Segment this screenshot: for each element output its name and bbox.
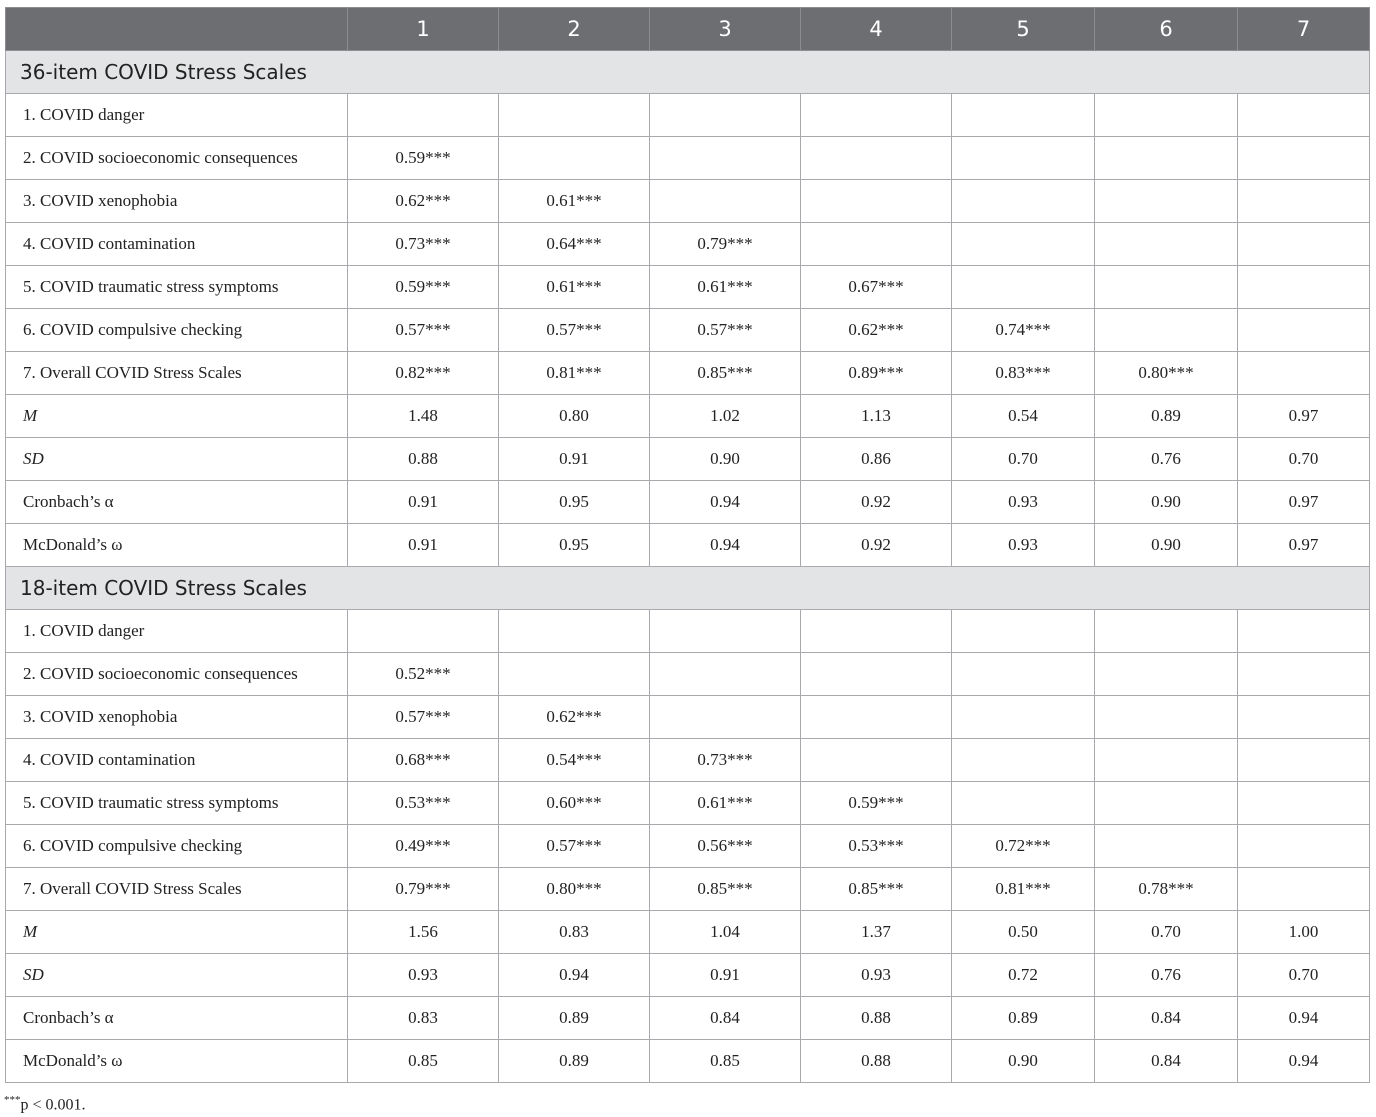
- table-row: [6, 137, 1370, 180]
- table-cell: 0.54: [952, 395, 1095, 438]
- table-cell: [1238, 782, 1370, 825]
- table-cell: 0.78***: [1095, 868, 1238, 911]
- row-label: 3. COVID xenophobia: [6, 180, 348, 223]
- table-cell: 0.89***: [801, 352, 952, 395]
- table-cell: 0.64***: [499, 223, 650, 266]
- table-cell: 0.81***: [952, 868, 1095, 911]
- table-cell: 0.62***: [499, 696, 650, 739]
- table-cell: 1.04: [650, 911, 801, 954]
- table-cell: [1238, 610, 1370, 653]
- table-cell: [650, 180, 801, 223]
- table-cell: [348, 610, 499, 653]
- table-cell: 1.37: [801, 911, 952, 954]
- table-cell: 0.89: [499, 1040, 650, 1083]
- table-cell: 0.80***: [499, 868, 650, 911]
- table-cell: [801, 610, 952, 653]
- table-row: [6, 911, 1370, 954]
- table-cell: [952, 653, 1095, 696]
- table-cell: [952, 610, 1095, 653]
- table-cell: [801, 223, 952, 266]
- table-cell: 0.57***: [499, 825, 650, 868]
- table-cell: 0.82***: [348, 352, 499, 395]
- table-cell: 0.94: [1238, 997, 1370, 1040]
- column-header-2: 2: [499, 8, 650, 51]
- table-cell: 0.80***: [1095, 352, 1238, 395]
- table-cell: [801, 739, 952, 782]
- table-cell: 0.54***: [499, 739, 650, 782]
- table-cell: [1095, 782, 1238, 825]
- table-cell: 0.57***: [650, 309, 801, 352]
- column-header-1: 1: [348, 8, 499, 51]
- table-cell: 0.53***: [801, 825, 952, 868]
- table-cell: [1095, 696, 1238, 739]
- table-cell: 0.90: [1095, 481, 1238, 524]
- table-cell: 0.94: [1238, 1040, 1370, 1083]
- table-row: [6, 1040, 1370, 1083]
- table-cell: [952, 223, 1095, 266]
- table-cell: [952, 696, 1095, 739]
- row-label: 1. COVID danger: [6, 94, 348, 137]
- row-label: 4. COVID contamination: [6, 739, 348, 782]
- row-label: 6. COVID compulsive checking: [6, 309, 348, 352]
- table-cell: 0.88: [801, 997, 952, 1040]
- table-row: [6, 309, 1370, 352]
- table-cell: [499, 610, 650, 653]
- table-row: [6, 266, 1370, 309]
- table-cell: 0.94: [499, 954, 650, 997]
- column-header-4: 4: [801, 8, 952, 51]
- table-row: [6, 997, 1370, 1040]
- row-label: 2. COVID socioeconomic consequences: [6, 653, 348, 696]
- table-cell: 0.60***: [499, 782, 650, 825]
- footnote-text: p < 0.001.: [20, 1096, 86, 1114]
- table-cell: 0.57***: [348, 309, 499, 352]
- table-cell: 0.80: [499, 395, 650, 438]
- table-cell: 0.91: [348, 481, 499, 524]
- table-cell: [650, 137, 801, 180]
- table-cell: [1238, 825, 1370, 868]
- table-cell: 0.68***: [348, 739, 499, 782]
- row-label: McDonald’s ω: [6, 1040, 348, 1083]
- table-cell: 0.84: [1095, 997, 1238, 1040]
- table-cell: [1095, 137, 1238, 180]
- table-cell: 0.97: [1238, 395, 1370, 438]
- table-cell: 1.13: [801, 395, 952, 438]
- table-row: [6, 696, 1370, 739]
- table-cell: [1238, 94, 1370, 137]
- table-cell: [1095, 610, 1238, 653]
- table-cell: [650, 653, 801, 696]
- table-cell: 0.72***: [952, 825, 1095, 868]
- table-cell: 0.85***: [801, 868, 952, 911]
- table-cell: 0.91: [499, 438, 650, 481]
- table-row: [6, 610, 1370, 653]
- table-cell: [1238, 653, 1370, 696]
- row-label: SD: [6, 954, 348, 997]
- table-cell: [650, 94, 801, 137]
- row-label: SD: [6, 438, 348, 481]
- table-header-row: [6, 8, 1370, 51]
- row-label: 2. COVID socioeconomic consequences: [6, 137, 348, 180]
- row-label: Cronbach’s α: [6, 481, 348, 524]
- table-cell: [1095, 825, 1238, 868]
- table-cell: [1238, 352, 1370, 395]
- table-cell: [1095, 739, 1238, 782]
- table-cell: 0.90: [650, 438, 801, 481]
- table-cell: 0.73***: [650, 739, 801, 782]
- table-cell: 0.70: [1238, 438, 1370, 481]
- table-cell: 0.61***: [650, 782, 801, 825]
- table-cell: 0.97: [1238, 481, 1370, 524]
- table-row: [6, 653, 1370, 696]
- table-cell: 0.50: [952, 911, 1095, 954]
- table-cell: 0.84: [1095, 1040, 1238, 1083]
- table-cell: 0.70: [1238, 954, 1370, 997]
- table-cell: [499, 137, 650, 180]
- row-label: McDonald’s ω: [6, 524, 348, 567]
- column-header-5: 5: [952, 8, 1095, 51]
- table-cell: [952, 94, 1095, 137]
- table-cell: 0.93: [952, 481, 1095, 524]
- table-row: [6, 739, 1370, 782]
- table-cell: [1238, 739, 1370, 782]
- table-cell: 0.93: [801, 954, 952, 997]
- row-label: 3. COVID xenophobia: [6, 696, 348, 739]
- table-cell: 1.02: [650, 395, 801, 438]
- table-cell: [1238, 868, 1370, 911]
- table-cell: 0.97: [1238, 524, 1370, 567]
- table-cell: 0.89: [1095, 395, 1238, 438]
- table-cell: 0.61***: [650, 266, 801, 309]
- table-row: [6, 94, 1370, 137]
- table-row: [6, 825, 1370, 868]
- table-row: [6, 954, 1370, 997]
- table-cell: 0.94: [650, 481, 801, 524]
- table-cell: 0.59***: [801, 782, 952, 825]
- table-cell: 0.95: [499, 481, 650, 524]
- table-cell: [801, 696, 952, 739]
- table-cell: 0.67***: [801, 266, 952, 309]
- table-cell: 0.92: [801, 524, 952, 567]
- table-cell: [1095, 223, 1238, 266]
- table-cell: [499, 653, 650, 696]
- table-cell: 0.85: [650, 1040, 801, 1083]
- table-cell: [1238, 266, 1370, 309]
- table-row: [6, 352, 1370, 395]
- table-cell: 1.00: [1238, 911, 1370, 954]
- table-row: [6, 180, 1370, 223]
- table-cell: 0.86: [801, 438, 952, 481]
- table-cell: [952, 266, 1095, 309]
- table-cell: [1238, 180, 1370, 223]
- table-cell: [952, 137, 1095, 180]
- table-cell: [801, 180, 952, 223]
- table-cell: 0.91: [650, 954, 801, 997]
- table-cell: 0.59***: [348, 137, 499, 180]
- footnote: [4, 1094, 86, 1114]
- row-label: 1. COVID danger: [6, 610, 348, 653]
- table-cell: [801, 137, 952, 180]
- table-cell: 0.57***: [348, 696, 499, 739]
- table-cell: 0.61***: [499, 266, 650, 309]
- row-label: Cronbach’s α: [6, 997, 348, 1040]
- table-cell: 0.70: [1095, 911, 1238, 954]
- table-cell: 0.84: [650, 997, 801, 1040]
- table-cell: 0.88: [801, 1040, 952, 1083]
- section-header-row: [6, 567, 1370, 610]
- table-cell: 0.49***: [348, 825, 499, 868]
- table-cell: 0.81***: [499, 352, 650, 395]
- table-cell: [650, 696, 801, 739]
- column-header-6: 6: [1095, 8, 1238, 51]
- table-cell: 0.70: [952, 438, 1095, 481]
- table-cell: 0.59***: [348, 266, 499, 309]
- table-cell: [801, 94, 952, 137]
- table-cell: [348, 94, 499, 137]
- table-cell: 0.85: [348, 1040, 499, 1083]
- table-cell: 0.73***: [348, 223, 499, 266]
- table-cell: 0.91: [348, 524, 499, 567]
- row-label: 7. Overall COVID Stress Scales: [6, 352, 348, 395]
- table-row: [6, 223, 1370, 266]
- table-cell: 0.79***: [650, 223, 801, 266]
- table-row: [6, 481, 1370, 524]
- table-cell: [952, 180, 1095, 223]
- table-cell: 0.90: [952, 1040, 1095, 1083]
- row-label: 4. COVID contamination: [6, 223, 348, 266]
- table-row: [6, 782, 1370, 825]
- table-cell: 0.85***: [650, 352, 801, 395]
- table-row: [6, 395, 1370, 438]
- table-cell: 0.76: [1095, 438, 1238, 481]
- table-cell: [801, 653, 952, 696]
- table-cell: 0.74***: [952, 309, 1095, 352]
- table-cell: [952, 739, 1095, 782]
- table-cell: 0.53***: [348, 782, 499, 825]
- row-label: 5. COVID traumatic stress symptoms: [6, 782, 348, 825]
- table-cell: 0.95: [499, 524, 650, 567]
- table-cell: 0.92: [801, 481, 952, 524]
- table-row: [6, 868, 1370, 911]
- correlation-table: [5, 7, 1370, 1083]
- table-cell: 0.56***: [650, 825, 801, 868]
- header-cell-blank: [6, 8, 348, 51]
- table-cell: 0.79***: [348, 868, 499, 911]
- section-header-row: [6, 51, 1370, 94]
- table-cell: 0.89: [952, 997, 1095, 1040]
- row-label: 7. Overall COVID Stress Scales: [6, 868, 348, 911]
- table-cell: 1.56: [348, 911, 499, 954]
- table-cell: 0.57***: [499, 309, 650, 352]
- table-cell: 0.83: [499, 911, 650, 954]
- table-cell: 0.76: [1095, 954, 1238, 997]
- table-cell: 0.72: [952, 954, 1095, 997]
- row-label: M: [6, 911, 348, 954]
- table-cell: [650, 610, 801, 653]
- table-cell: [1095, 309, 1238, 352]
- table-row: [6, 438, 1370, 481]
- table-cell: 0.93: [348, 954, 499, 997]
- footnote-marker: ***: [4, 1094, 21, 1106]
- table-cell: [1095, 180, 1238, 223]
- table-cell: [1095, 94, 1238, 137]
- table-cell: [1238, 223, 1370, 266]
- table-row: [6, 524, 1370, 567]
- row-label: M: [6, 395, 348, 438]
- table-cell: [952, 782, 1095, 825]
- table-cell: 0.83***: [952, 352, 1095, 395]
- table-cell: 0.83: [348, 997, 499, 1040]
- table-cell: 0.62***: [801, 309, 952, 352]
- table-cell: 0.62***: [348, 180, 499, 223]
- table-cell: 0.61***: [499, 180, 650, 223]
- table-cell: 1.48: [348, 395, 499, 438]
- column-header-7: 7: [1238, 8, 1370, 51]
- table-cell: [499, 94, 650, 137]
- table-cell: [1095, 266, 1238, 309]
- table-cell: [1095, 653, 1238, 696]
- table-cell: 0.94: [650, 524, 801, 567]
- table-cell: 0.85***: [650, 868, 801, 911]
- table-cell: [1238, 309, 1370, 352]
- table-cell: 0.89: [499, 997, 650, 1040]
- table-cell: 0.93: [952, 524, 1095, 567]
- section-title: 18-item COVID Stress Scales: [6, 567, 1370, 610]
- row-label: 6. COVID compulsive checking: [6, 825, 348, 868]
- table-cell: [1238, 696, 1370, 739]
- table-cell: [1238, 137, 1370, 180]
- table-cell: 0.88: [348, 438, 499, 481]
- table-cell: 0.90: [1095, 524, 1238, 567]
- table-cell: 0.52***: [348, 653, 499, 696]
- column-header-3: 3: [650, 8, 801, 51]
- row-label: 5. COVID traumatic stress symptoms: [6, 266, 348, 309]
- section-title: 36-item COVID Stress Scales: [6, 51, 1370, 94]
